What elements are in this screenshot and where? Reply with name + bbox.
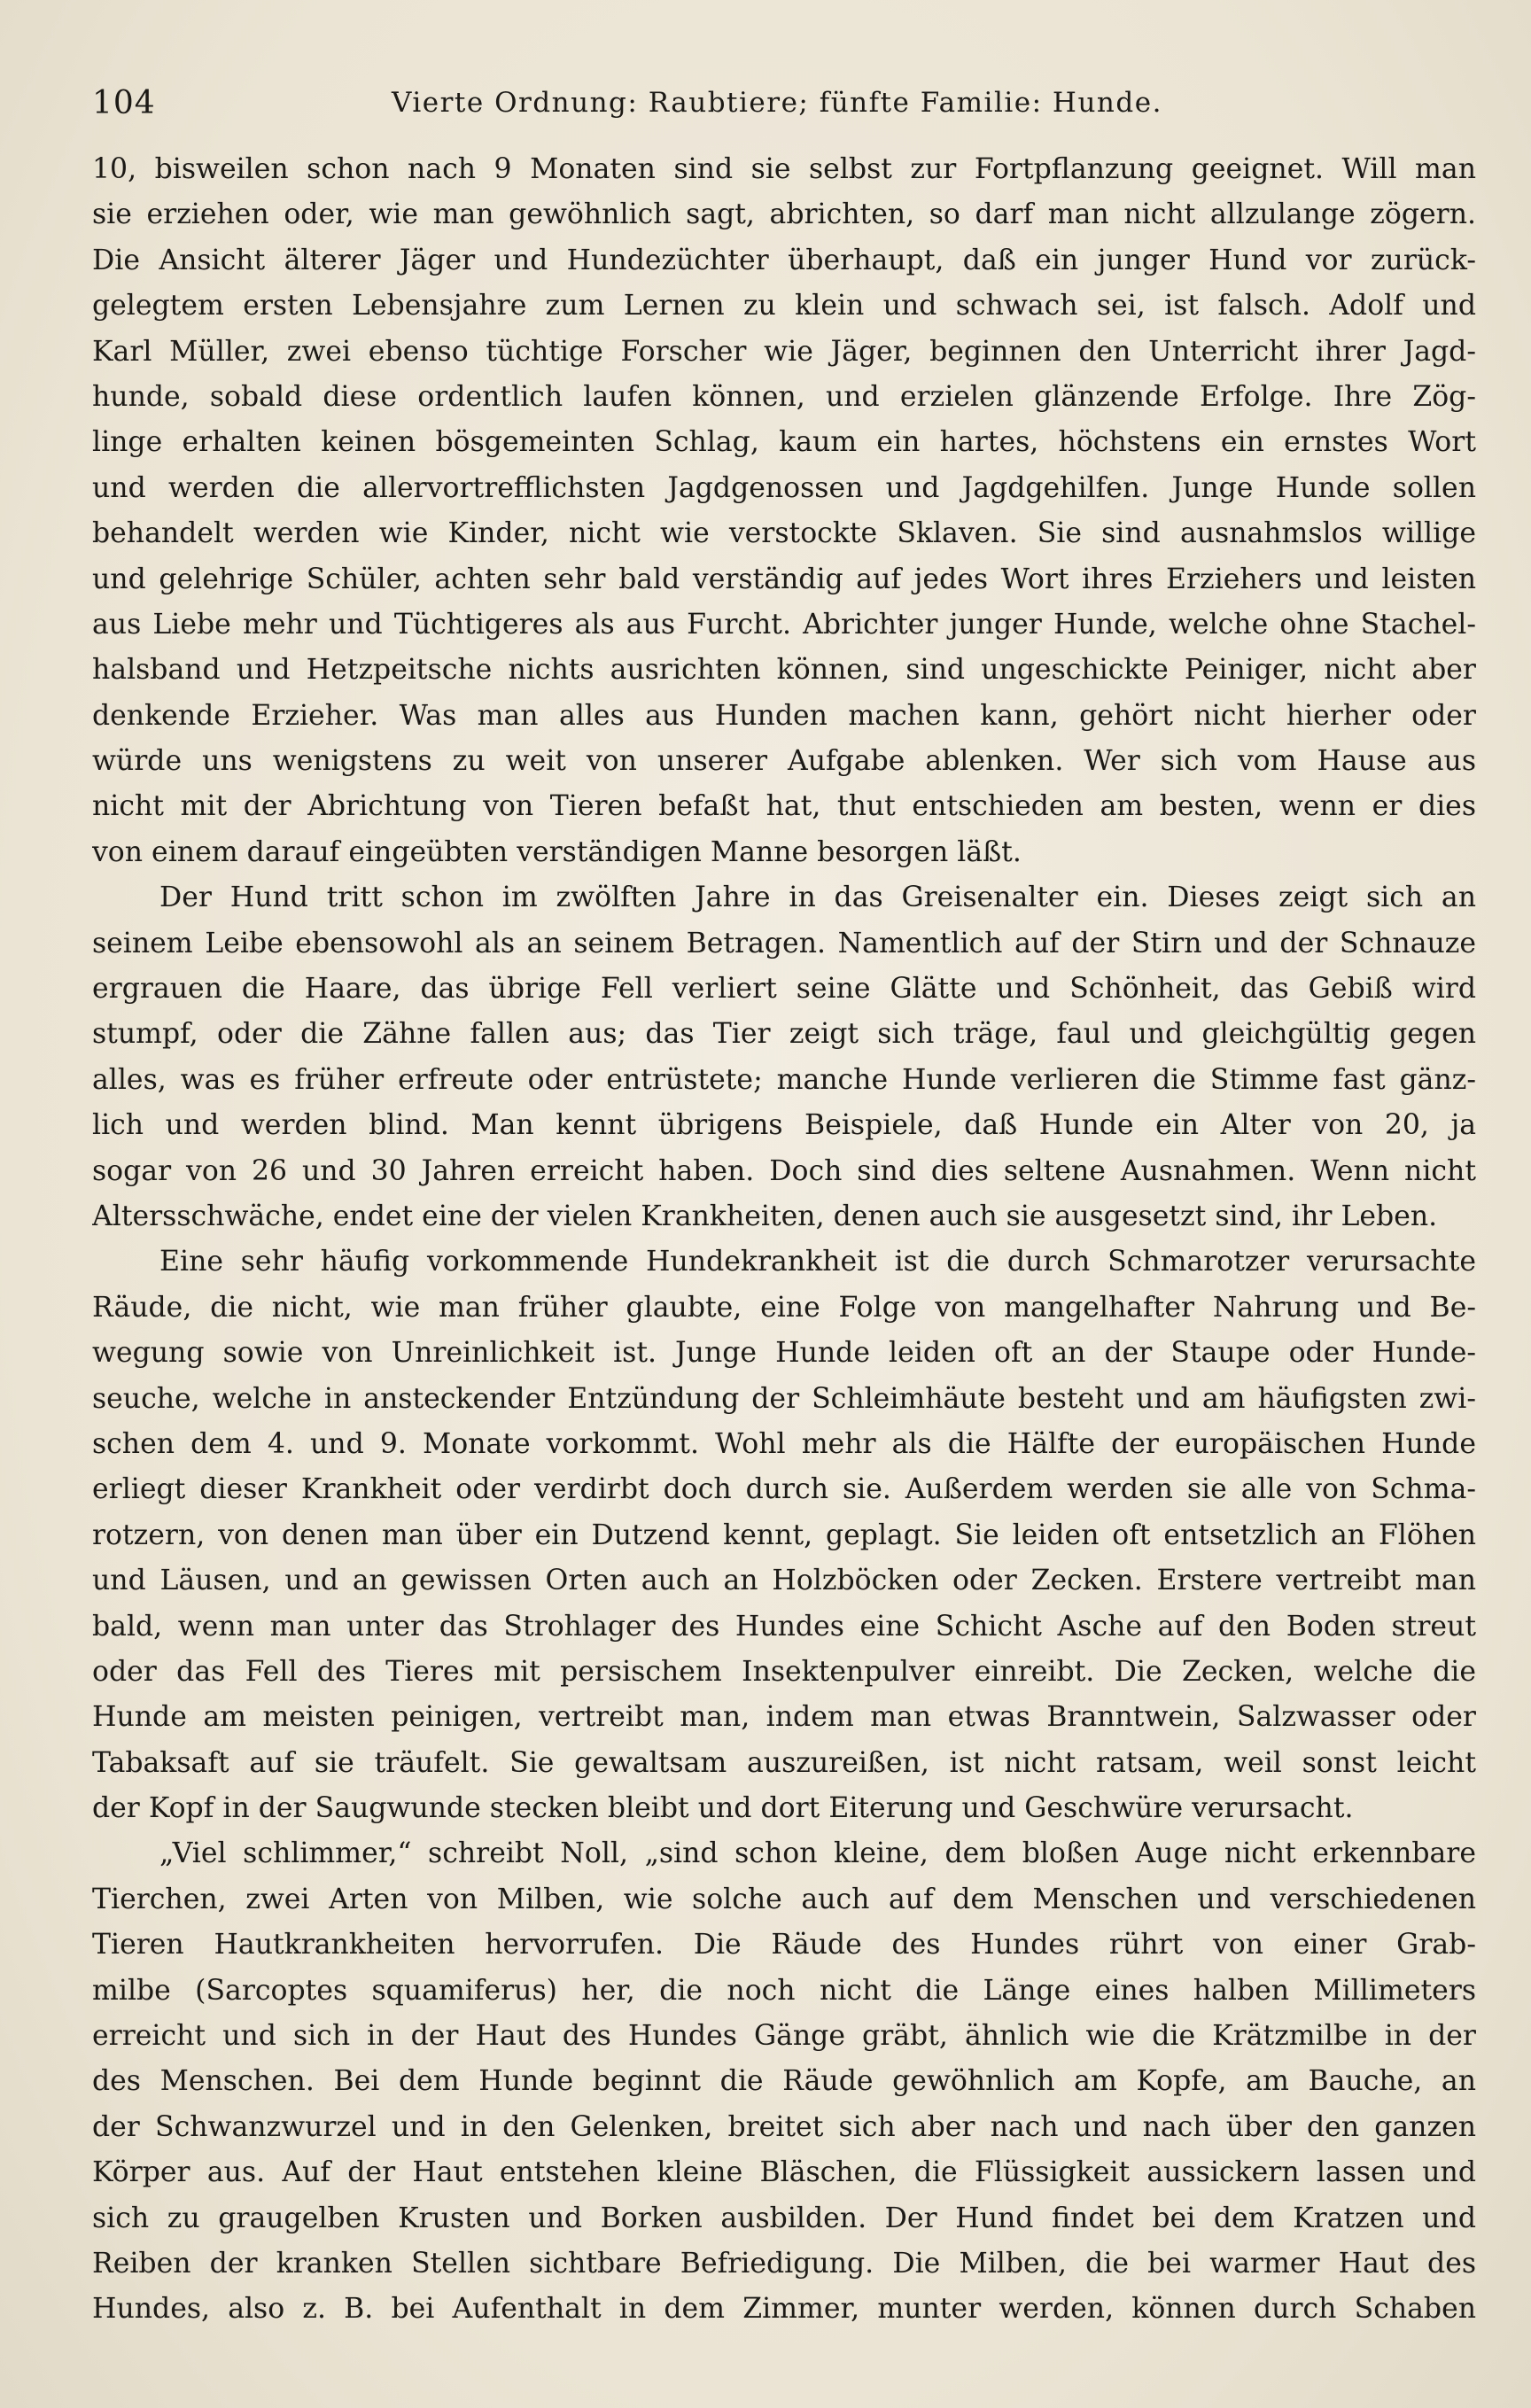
text-line: des Menschen. Bei dem Hunde beginnt die Räude gewöhnlich am Kopfe, am Bauche, an xyxy=(92,2065,1476,2098)
text-line: behandelt werden wie Kinder, nicht wie verstockte Sklaven. Sie sind ausnahmslos willige xyxy=(92,517,1476,550)
text-line: seinem Leibe ebensowohl als an seinem Betragen. Namentlich auf der Stirn und der Schnauze xyxy=(92,927,1476,959)
text-line: und Läusen, und an gewissen Orten auch an Holzböcken oder Zecken. Erstere vertreibt man xyxy=(92,1565,1476,1597)
text-line: Eine sehr häufig vorkommende Hundekrankheit ist die durch Schmarotzer verursachte xyxy=(159,1246,1476,1278)
text-line: Karl Müller, zwei ebenso tüchtige Forscher wie Jäger, beginnen den Unterricht ihrer Jagd- xyxy=(92,335,1476,368)
text-line: wegung sowie von Unreinlichkeit ist. Junge Hunde leiden oft an der Staupe oder Hunde- xyxy=(92,1337,1476,1370)
text-line: Der Hund tritt schon im zwölften Jahre in das Greisenalter ein. Dieses zeigt sich an xyxy=(159,882,1476,914)
text-line: Hundes, also z. B. bei Aufenthalt in dem Zimmer, munter werden, können durch Schaben xyxy=(92,2293,1476,2326)
text-line: sich zu graugelben Krusten und Borken ausbilden. Der Hund findet bei dem Kratzen und xyxy=(92,2202,1476,2234)
text-line: nicht mit der Abrichtung von Tieren befaßt hat, thut entschieden am besten, wenn er dies xyxy=(92,790,1476,823)
text-line: Hunde am meisten peinigen, vertreibt man, indem man etwas Branntwein, Salzwasser oder xyxy=(92,1701,1476,1734)
text-line: Tierchen, zwei Arten von Milben, wie solche auch auf dem Menschen und verschiedenen xyxy=(92,1883,1476,1915)
text-line: Die Ansicht älterer Jäger und Hundezüchter überhaupt, daß ein junger Hund vor zurück- xyxy=(92,244,1476,276)
text-line: erreicht und sich in der Haut des Hundes Gänge gräbt, ähnlich wie die Krätzmilbe in der xyxy=(92,2020,1476,2053)
text-line: hunde, sobald diese ordentlich laufen können, und erzielen glänzende Erfolge. Ihre Zög- xyxy=(92,380,1476,413)
page-header xyxy=(92,76,1474,129)
text-line: erliegt dieser Krankheit oder verdirbt doch durch sie. Außerdem werden sie alle von Schma- xyxy=(92,1473,1476,1506)
text-line: linge erhalten keinen bösgemeinten Schlag, kaum ein hartes, höchstens ein ernstes Wort xyxy=(92,426,1476,459)
text-line: sogar von 26 und 30 Jahren erreicht haben. Doch sind dies seltene Ausnahmen. Wenn nicht xyxy=(92,1154,1476,1187)
text-line: alles, was es früher erfreute oder entrüstete; manche Hunde verlieren die Stimme fast gänz- xyxy=(92,1063,1476,1096)
text-line: von einem darauf eingeübten verständigen Manne besorgen läßt. xyxy=(92,835,1022,868)
text-line: milbe (Sarcoptes squamiferus) her, die noch nicht die Länge eines halben Millimeters xyxy=(92,1974,1476,2007)
text-line: der Kopf in der Saugwunde stecken bleibt und dort Eiterung und Geschwüre verursacht. xyxy=(92,1792,1354,1825)
text-line: lich und werden blind. Man kennt übrigens Beispiele, daß Hunde ein Alter von 20, ja xyxy=(92,1109,1476,1142)
text-line: rotzern, von denen man über ein Dutzend kennt, geplagt. Sie leiden oft entsetzlich an Flöhen xyxy=(92,1519,1476,1551)
text-line: seuche, welche in ansteckender Entzündung der Schleimhäute besteht und am häufigsten zwi- xyxy=(92,1382,1476,1415)
text-line: stumpf, oder die Zähne fallen aus; das Tier zeigt sich träge, faul und gleichgültig gegen xyxy=(92,1018,1476,1051)
text-line: und werden die allervortrefflichsten Jagdgenossen und Jagdgehilfen. Junge Hunde sollen xyxy=(92,471,1476,504)
text-line: „Viel schlimmer,“ schreibt Noll, „sind schon kleine, dem bloßen Auge nicht erkennbare xyxy=(159,1837,1476,1870)
text-line: sie erziehen oder, wie man gewöhnlich sagt, abrichten, so darf man nicht allzulange zögern. xyxy=(92,198,1476,231)
text-line: gelegtem ersten Lebensjahre zum Lernen zu klein und schwach sei, ist falsch. Adolf und xyxy=(92,290,1476,322)
text-line: schen dem 4. und 9. Monate vorkommt. Wohl mehr als die Hälfte der europäischen Hunde xyxy=(92,1427,1476,1460)
text-line: oder das Fell des Tieres mit persischem Insektenpulver einreibt. Die Zecken, welche die xyxy=(92,1655,1476,1688)
text-line: Körper aus. Auf der Haut entstehen kleine Bläschen, die Flüssigkeit aussickern lassen und xyxy=(92,2156,1476,2189)
text-line: Altersschwäche, endet eine der vielen Krankheiten, denen auch sie ausgesetzt sind, ihr Leben. xyxy=(92,1200,1438,1232)
text-line: Räude, die nicht, wie man früher glaubte, eine Folge von mangelhafter Nahrung und Be- xyxy=(92,1291,1476,1324)
text-line: bald, wenn man unter das Strohlager des Hundes eine Schicht Asche auf den Boden streut xyxy=(92,1610,1476,1643)
text-line: und gelehrige Schüler, achten sehr bald verständig auf jedes Wort ihres Erziehers und leisten xyxy=(92,563,1476,595)
page-number: 104 xyxy=(92,85,156,121)
text-line: der Schwanzwurzel und in den Gelenken, breitet sich aber nach und nach über den ganzen xyxy=(92,2110,1476,2143)
text-line: 10, bisweilen schon nach 9 Monaten sind sie selbst zur Fortpflanzung geeignet. Will man xyxy=(92,153,1476,185)
running-head: Vierte Ordnung: Raubtiere; fünfte Familie: Hunde. xyxy=(392,87,1162,119)
text-line: Reiben der kranken Stellen sichtbare Befriedigung. Die Milben, die bei warmer Haut des xyxy=(92,2247,1476,2280)
text-line: Tieren Hautkrankheiten hervorrufen. Die Räude des Hundes rührt von einer Grab- xyxy=(92,1929,1476,1961)
text-line: aus Liebe mehr und Tüchtigeres als aus Furcht. Abrichter junger Hunde, welche ohne Stachel- xyxy=(92,608,1476,641)
text-line: würde uns wenigstens zu weit von unserer Aufgabe ablenken. Wer sich vom Hause aus xyxy=(92,745,1476,778)
text-line: Tabaksaft auf sie träufelt. Sie gewaltsam auszureißen, ist nicht ratsam, weil sonst leicht xyxy=(92,1746,1476,1779)
text-line: halsband und Hetzpeitsche nichts ausrichten können, sind ungeschickte Peiniger, nicht aber xyxy=(92,654,1476,687)
body-text xyxy=(92,147,1476,2333)
text-line: denkende Erzieher. Was man alles aus Hunden machen kann, gehört nicht hierher oder xyxy=(92,699,1476,732)
text-line: ergrauen die Haare, das übrige Fell verliert seine Glätte und Schönheit, das Gebiß wird xyxy=(92,973,1476,1006)
